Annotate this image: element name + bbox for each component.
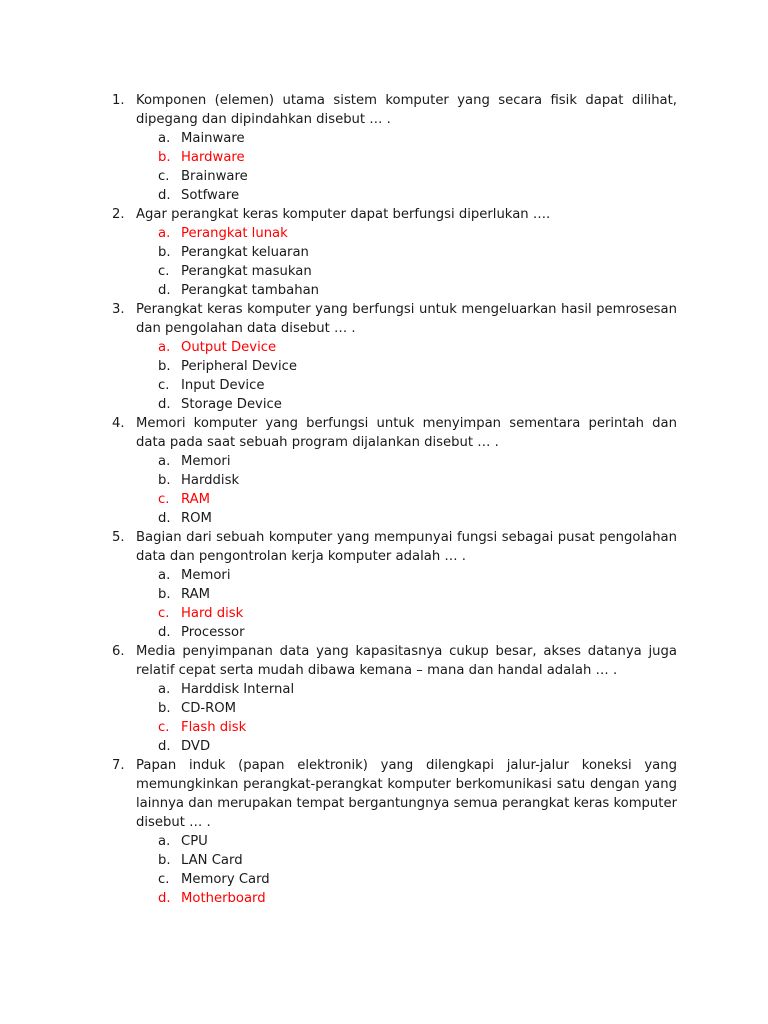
answer-option	[0, 509, 768, 528]
answer-option-correct	[0, 148, 768, 167]
answer-option	[0, 566, 768, 585]
question-text: Bagian dari sebuah komputer yang mempunyai fungsi sebagai pusat pengolahan data dan pengontrolan kerja komputer adalah … .	[136, 530, 677, 564]
option-letter: c.	[158, 720, 170, 735]
option-text: LAN Card	[181, 853, 243, 868]
option-letter: c.	[158, 264, 170, 279]
option-letter: b.	[158, 473, 171, 488]
option-letter: a.	[158, 226, 171, 241]
answer-options	[0, 338, 768, 414]
answer-option	[0, 452, 768, 471]
answer-option	[0, 243, 768, 262]
option-letter: a.	[158, 454, 171, 469]
option-text: RAM	[181, 492, 211, 507]
answer-option	[0, 395, 768, 414]
option-text: Perangkat tambahan	[181, 283, 320, 298]
answer-option-correct	[0, 604, 768, 623]
option-text: Peripheral Device	[181, 359, 297, 374]
answer-option	[0, 832, 768, 851]
option-letter: d.	[158, 625, 171, 640]
option-letter: c.	[158, 378, 170, 393]
option-letter: d.	[158, 511, 171, 526]
option-letter: d.	[158, 739, 171, 754]
option-text: Memori	[181, 454, 231, 469]
option-letter: d.	[158, 283, 171, 298]
question-text: Perangkat keras komputer yang berfungsi untuk mengeluarkan hasil pemrosesan dan pengolahan data disebut … .	[136, 302, 677, 336]
answer-option	[0, 699, 768, 718]
answer-option	[0, 376, 768, 395]
question-number: 5.	[112, 530, 125, 545]
option-letter: a.	[158, 131, 171, 146]
question-item-1	[0, 91, 768, 205]
option-letter: c.	[158, 606, 170, 621]
answer-option	[0, 737, 768, 756]
answer-option	[0, 680, 768, 699]
option-text: Perangkat keluaran	[181, 245, 309, 260]
answer-options	[0, 680, 768, 756]
question-item-7	[0, 756, 768, 908]
answer-option-correct	[0, 224, 768, 243]
question-item-2	[0, 205, 768, 300]
answer-options	[0, 566, 768, 642]
answer-option	[0, 262, 768, 281]
question-item-5	[0, 528, 768, 642]
option-text: Output Device	[181, 340, 277, 355]
option-text: Storage Device	[181, 397, 282, 412]
answer-option	[0, 357, 768, 376]
option-text: Perangkat lunak	[181, 226, 288, 241]
option-letter: c.	[158, 492, 170, 507]
answer-options	[0, 224, 768, 300]
option-text: Harddisk	[181, 473, 240, 488]
option-letter: b.	[158, 150, 171, 165]
option-text: Brainware	[181, 169, 248, 184]
option-letter: d.	[158, 397, 171, 412]
answer-option-correct	[0, 718, 768, 737]
option-letter: c.	[158, 169, 170, 184]
answer-option	[0, 623, 768, 642]
option-text: ROM	[181, 511, 212, 526]
answer-options	[0, 832, 768, 908]
option-text: Mainware	[181, 131, 245, 146]
question-item-4	[0, 414, 768, 528]
question-number: 3.	[112, 302, 125, 317]
question-item-3	[0, 300, 768, 414]
option-text: Hard disk	[181, 606, 244, 621]
answer-option	[0, 870, 768, 889]
option-letter: a.	[158, 568, 171, 583]
question-text: Media penyimpanan data yang kapasitasnya cukup besar, akses datanya juga relatif cepat serta mudah dibawa kemana – mana dan handal adalah … .	[136, 644, 677, 678]
question-item-6	[0, 642, 768, 756]
answer-option-correct	[0, 490, 768, 509]
question-text: Papan induk (papan elektronik) yang dilengkapi jalur-jalur koneksi yang memungkinkan perangkat-perangkat komputer berkomunikasi satu dengan yang lainnya dan merupakan tempat bergantungnya semua perangkat keras komputer disebut … .	[136, 758, 677, 830]
question-list	[0, 91, 768, 908]
option-letter: c.	[158, 872, 170, 887]
answer-options	[0, 129, 768, 205]
option-text: Memory Card	[181, 872, 270, 887]
answer-option-correct	[0, 889, 768, 908]
answer-option	[0, 471, 768, 490]
question-text: Agar perangkat keras komputer dapat berfungsi diperlukan ….	[136, 207, 551, 222]
option-text: Sotfware	[181, 188, 240, 203]
option-letter: a.	[158, 834, 171, 849]
answer-option	[0, 281, 768, 300]
option-text: DVD	[181, 739, 211, 754]
option-text: Flash disk	[181, 720, 247, 735]
option-letter: d.	[158, 891, 171, 906]
answer-option	[0, 585, 768, 604]
question-number: 7.	[112, 758, 125, 773]
option-text: Motherboard	[181, 891, 266, 906]
option-text: Memori	[181, 568, 231, 583]
option-text: Perangkat masukan	[181, 264, 312, 279]
option-letter: a.	[158, 682, 171, 697]
option-letter: b.	[158, 359, 171, 374]
option-letter: b.	[158, 587, 171, 602]
question-number: 4.	[112, 416, 125, 431]
option-letter: b.	[158, 853, 171, 868]
option-text: CPU	[181, 834, 208, 849]
answer-option-correct	[0, 338, 768, 357]
answer-option	[0, 851, 768, 870]
option-text: Hardware	[181, 150, 245, 165]
option-letter: b.	[158, 701, 171, 716]
option-text: Harddisk Internal	[181, 682, 295, 697]
question-text: Memori komputer yang berfungsi untuk menyimpan sementara perintah dan data pada saat sebuah program dijalankan disebut … .	[136, 416, 677, 450]
option-letter: d.	[158, 188, 171, 203]
question-number: 6.	[112, 644, 125, 659]
answer-option	[0, 167, 768, 186]
question-number: 1.	[112, 93, 125, 108]
question-number: 2.	[112, 207, 125, 222]
option-text: RAM	[181, 587, 211, 602]
answer-option	[0, 186, 768, 205]
answer-option	[0, 129, 768, 148]
answer-options	[0, 452, 768, 528]
option-letter: b.	[158, 245, 171, 260]
option-text: CD-ROM	[181, 701, 237, 716]
question-text: Komponen (elemen) utama sistem komputer yang secara fisik dapat dilihat, dipegang dan dipindahkan disebut … .	[136, 93, 677, 127]
option-text: Processor	[181, 625, 245, 640]
option-text: Input Device	[181, 378, 265, 393]
option-letter: a.	[158, 340, 171, 355]
